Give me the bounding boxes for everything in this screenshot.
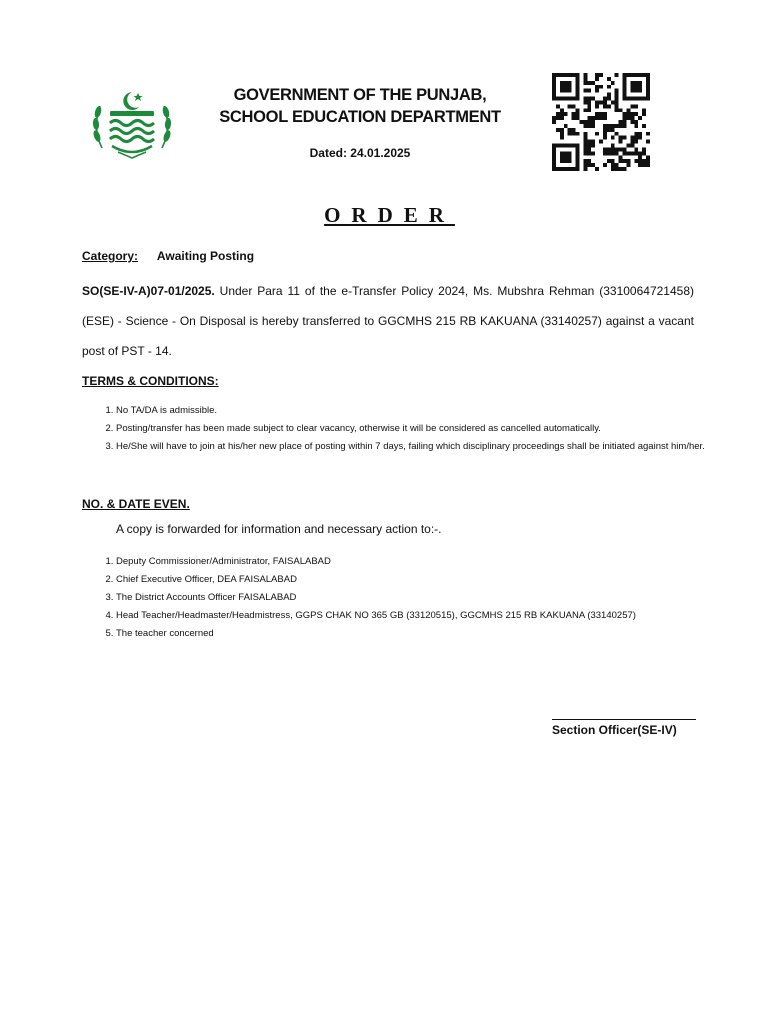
list-item: 3. He/She will have to join at his/her new place of posting within 7 days, failing which disciplinary proceedings shall be initiated against him/her. (116, 438, 730, 456)
document-title-text: ORDER (324, 203, 455, 227)
order-paragraph (82, 276, 694, 366)
order-text: Under Para 11 of the e-Transfer Policy 2024, Ms. Mubshra Rehman (3310064721458) (ESE) - Science - On Disposal is hereby transferred to GGCMHS 215 RB KAKUANA (33140257) against a vacant post of PST - 14. (82, 284, 694, 358)
list-item: 5. The teacher concerned (116, 625, 736, 643)
category-value: Awaiting Posting (156, 249, 255, 263)
order-date: Dated: 24.01.2025 (309, 146, 411, 160)
document-header (190, 84, 530, 160)
category-line (82, 249, 254, 263)
punjab-government-emblem-icon (88, 84, 176, 162)
list-item: 2. Posting/transfer has been made subject to clear vacancy, otherwise it will be considered as cancelled automatically. (116, 420, 730, 438)
category-label: Category: (82, 249, 139, 263)
terms-heading: TERMS & CONDITIONS: (82, 374, 219, 388)
order-reference: SO(SE-IV-A)07-01/2025. (82, 284, 215, 298)
signature-line (552, 719, 696, 720)
terms-list (82, 402, 730, 456)
department-name-line2: SCHOOL EDUCATION DEPARTMENT (219, 108, 501, 126)
recipients-list (82, 553, 736, 643)
even-heading: NO. & DATE EVEN. (82, 497, 190, 511)
list-item: 2. Chief Executive Officer, DEA FAISALABAD (116, 571, 736, 589)
signatory-title: Section Officer(SE-IV) (552, 723, 677, 737)
copy-forwarded-line: A copy is forwarded for information and necessary action to:-. (116, 522, 442, 536)
list-item: 3. The District Accounts Officer FAISALABAD (116, 589, 736, 607)
list-item: 1. No TA/DA is admissible. (116, 402, 730, 420)
department-name-line1: GOVERNMENT OF THE PUNJAB, (233, 86, 487, 104)
list-item: 4. Head Teacher/Headmaster/Headmistress, GGPS CHAK NO 365 GB (33120515), GGCMHS 215 RB KAKUANA (33140257) (116, 607, 736, 625)
document-title (0, 203, 768, 228)
list-item: 1. Deputy Commissioner/Administrator, FAISALABAD (116, 553, 736, 571)
qr-code-icon (552, 72, 650, 172)
